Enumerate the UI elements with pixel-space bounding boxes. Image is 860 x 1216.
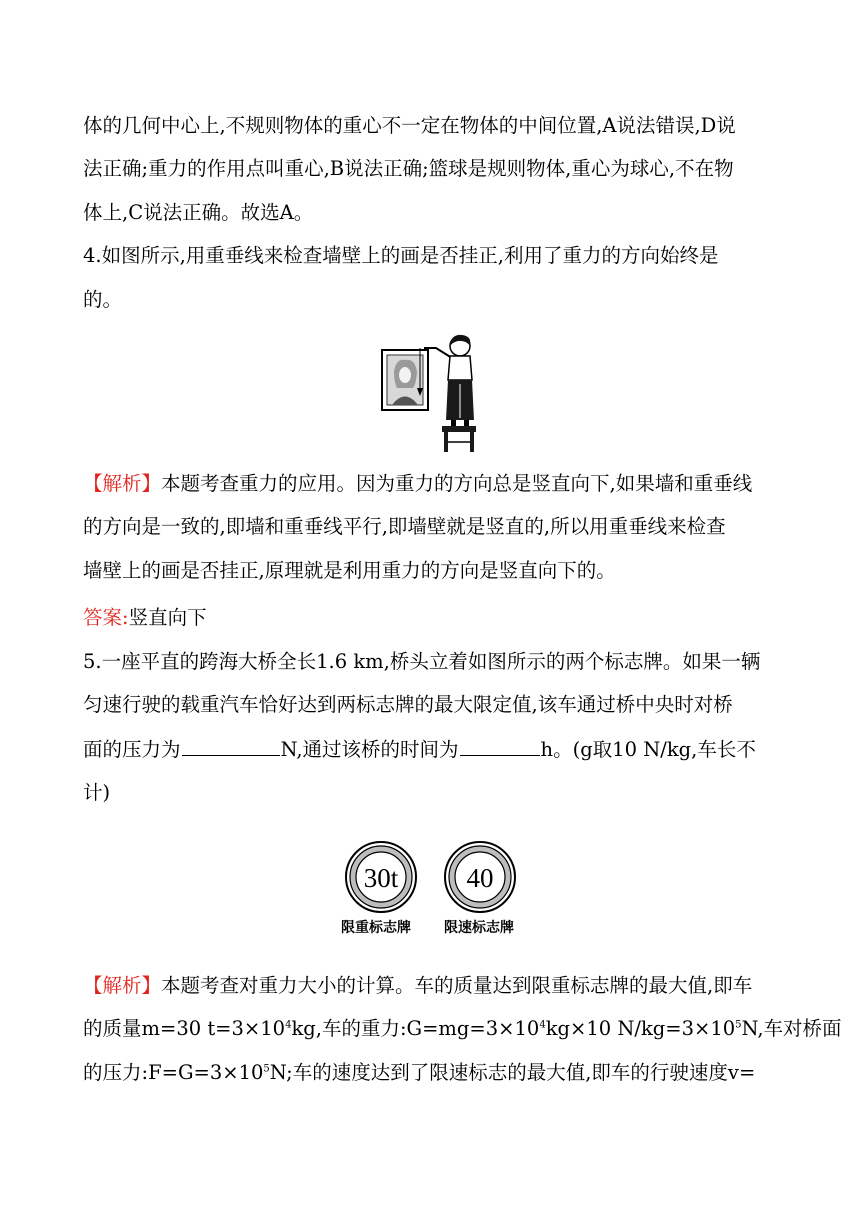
question-4-text: 4.如图所示,用重垂线来检查墙壁上的画是否挂正,利用了重力的方向始终是 xyxy=(83,244,719,267)
formula-part: 的质量m=30 t=3×10 xyxy=(83,1017,286,1040)
answer-blank-force[interactable] xyxy=(182,735,280,756)
plumb-line-figure xyxy=(380,332,480,454)
question-5-text-part: 面的压力为 xyxy=(83,738,181,761)
analysis-text-body: 本题考查重力的应用。因为重力的方向总是竖直向下,如果墙和重垂线 xyxy=(161,472,753,495)
exponent: 5 xyxy=(263,1063,270,1075)
analysis-tag: 【解析】 xyxy=(83,974,162,997)
text-line: 体的几何中心上,不规则物体的重心不一定在物体的中间位置,A说法错误,D说 xyxy=(83,114,736,137)
analysis-text: 墙壁上的画是否挂正,原理就是利用重力的方向是竖直向下的。 xyxy=(83,559,616,582)
analysis-text xyxy=(83,972,783,1000)
analysis-text xyxy=(83,1015,842,1043)
weight-limit-label: 限重标志牌 xyxy=(341,920,411,936)
exponent: 4 xyxy=(539,1019,546,1031)
question-4-text: 的。 xyxy=(83,288,123,311)
speed-limit-label: 限速标志牌 xyxy=(444,920,514,936)
answer-blank-time[interactable] xyxy=(460,735,540,756)
text-line: 法正确;重力的作用点叫重心,B说法正确;篮球是规则物体,重心为球心,不在物 xyxy=(83,157,734,180)
analysis-tag: 【解析】 xyxy=(83,472,162,495)
question-5-text: 计) xyxy=(83,781,111,804)
analysis-text xyxy=(83,1059,783,1087)
weight-limit-sign-graphic xyxy=(343,839,419,915)
speed-limit-value: 40 xyxy=(466,863,494,893)
speed-limit-sign xyxy=(442,839,518,915)
formula-part: 的压力:F=G=3×10 xyxy=(83,1061,264,1084)
question-5-text: 匀速行驶的载重汽车恰好达到两标志牌的最大限定值,该车通过桥中央时对桥 xyxy=(83,693,733,716)
analysis-text xyxy=(83,470,783,498)
answer-label: 答案: xyxy=(83,606,129,629)
plumb-line-illustration xyxy=(380,332,480,454)
weight-limit-value: 30t xyxy=(363,863,399,893)
speed-limit-sign-graphic xyxy=(442,839,518,915)
formula-part: N,车对桥面 xyxy=(741,1017,842,1040)
exponent: 4 xyxy=(285,1019,292,1031)
question-5-text xyxy=(83,735,783,764)
formula-part: kg,车的重力:G=mg=3×10 xyxy=(291,1017,540,1040)
weight-limit-sign xyxy=(343,839,419,915)
formula-part: N;车的速度达到了限速标志的最大值,即车的行驶速度v= xyxy=(269,1061,756,1084)
question-5-text: 5.一座平直的跨海大桥全长1.6 km,桥头立着如图所示的两个标志牌。如果一辆 xyxy=(83,650,761,673)
text-line: 体上,C说法正确。故选A。 xyxy=(83,201,314,224)
analysis-text-body: 本题考查对重力大小的计算。车的质量达到限重标志牌的最大值,即车 xyxy=(161,974,753,997)
exponent: 5 xyxy=(735,1019,742,1031)
analysis-text: 的方向是一致的,即墙和重垂线平行,即墙壁就是竖直的,所以用重垂线来检查 xyxy=(83,515,726,538)
formula-part: kg×10 N/kg=3×10 xyxy=(545,1017,736,1040)
answer-line xyxy=(83,604,783,632)
question-5-text-part: N,通过该桥的时间为 xyxy=(280,738,459,761)
answer-value: 竖直向下 xyxy=(128,606,207,629)
question-5-text-part: h。(g取10 N/kg,车长不 xyxy=(540,738,756,761)
